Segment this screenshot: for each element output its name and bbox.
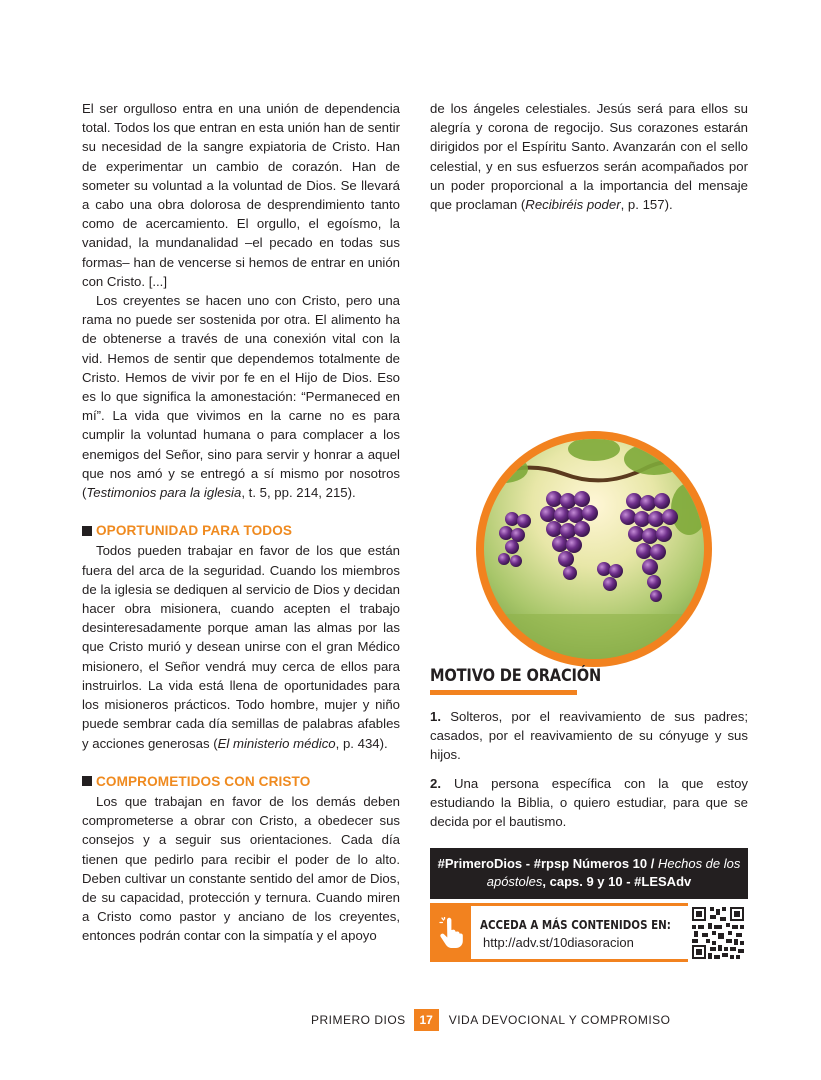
- citation-ref: , p. 434).: [335, 735, 388, 751]
- second-paragraph: [82, 291, 400, 502]
- square-bullet-icon: [82, 526, 92, 536]
- prayer-item: [430, 707, 748, 765]
- continuation-paragraph: [430, 99, 748, 214]
- prayer-item: [430, 774, 748, 832]
- footer-chapter-title: VIDA DEVOCIONAL Y COMPROMISO: [448, 1013, 671, 1027]
- prayer-title-underline: [430, 690, 577, 695]
- section2-paragraph: Los que trabajan en favor de los demás deben comprometerse a obrar con Cristo, a obedecer sus consejos y a seguir sus orientaciones. Cada día tienen que pedirlo para recibir el poder de lo alto. Deben cultivar un constante sentido del amor de Dios, de su capacidad, protección y ternura. Cuando miren a Cristo como pastor y anciano de los creyentes, entonces podrán contar con la simpatía y el apoyo: [82, 793, 400, 944]
- footer-book-title: PRIMERO DIOS: [311, 1013, 406, 1027]
- prayer-item-number: 1.: [430, 709, 441, 724]
- access-url-link[interactable]: http://adv.st/10diasoracion: [483, 935, 634, 950]
- second-paragraph-text: Los creyentes se hacen uno con Cristo, pero una rama no puede ser sostenida por otra. El alimento ha de obtenerse a través de una conexión vital con la vid. Hemos de sentir que dependemos totalmente de Cristo. Hemos de vivir por fe en el Hijo de Dios. Eso es lo que significa la amonestación: “Permaneced en mí”. La vida que vivimos en la carne no es para cumplir la voluntad humana o para complacer a los enemigos del Señor, sino para servir y honrar a aquel que nos amó y se entregó a sí mismo por nosotros (: [82, 293, 400, 501]
- hashtag-text-end: , caps. 9 y 10 - #LESAdv: [542, 874, 692, 889]
- citation-ref: , t. 5, pp. 214, 215).: [241, 485, 356, 501]
- prayer-item-number: 2.: [430, 775, 441, 791]
- page-footer: [311, 1009, 671, 1031]
- page-number: 17: [414, 1009, 439, 1031]
- section-heading-comprometidos: [82, 772, 400, 791]
- prayer-section-title: MOTIVO DE ORACIÓN: [430, 666, 602, 686]
- hashtag-text-start: #PrimeroDios - #rpsp Números 10 /: [437, 856, 658, 871]
- left-column: [82, 99, 400, 946]
- section1-paragraph: [82, 541, 400, 752]
- continuation-text: de los ángeles celestiales. Jesús será para ellos su alegría y corona de regocijo. Sus corazones estarán dirigidos por el Espíritu Santo. Avanzarán con el sello celestial, y en sus esfuerzos serán acompañados por un poder proporcional a la importancia del mensaje que proclaman (: [430, 101, 748, 213]
- prayer-item-text: Solteros, por el reavivamiento de sus padres; casados, por el reavivamiento de su cónyuge y sus hijos.: [430, 709, 748, 763]
- citation-ref: , p. 157).: [620, 197, 673, 213]
- right-column-continuation: [430, 99, 748, 214]
- access-title: ACCEDA A MÁS CONTENIDOS EN:: [480, 918, 671, 932]
- citation-title: Recibiréis poder: [525, 197, 621, 213]
- prayer-item-text: Una persona específica con la que estoy estudiando la Biblia, o quiero estudiar, para que se decida por el bautismo.: [430, 775, 748, 830]
- qr-code-icon[interactable]: [692, 907, 744, 959]
- hashtag-book-title-end: apóstoles: [486, 874, 543, 889]
- section1-text: Todos pueden trabajar en favor de los que están fuera del arca de la seguridad. Cuando los miembros de la iglesia se dediquen al servicio de Dios y decidan hacer obra misionera, cuando acepten el trabajo desinteresadamente porque aman las almas por las que Cristo murió y desean unirse con el gran Médico misionero, el Señor vendrá muy cerca de ellos para instruirlos. La vida está llena de oportunidades para los misioneros prácticos. Todo hombre, mujer y niño puede sembrar cada día semillas de palabras afables y acciones generosas (: [82, 543, 400, 751]
- section-heading-text: OPORTUNIDAD PARA TODOS: [96, 523, 293, 539]
- section-heading-text: COMPROMETIDOS CON CRISTO: [96, 773, 311, 789]
- square-bullet-icon: [82, 776, 92, 786]
- intro-paragraph: El ser orgulloso entra en una unión de dependencia total. Todos los que entran en esta unión han de sentir su necesidad de la sangre expiatoria de Cristo. Han de experimentar un cambio de corazón. Han de someter su voluntad a la voluntad de Dios. Se llevará a cabo una obra dolorosa de desprendimiento tanto como de acercamiento. El orgullo, el egoísmo, la vanidad, la mundanalidad –el pecado en todas sus formas– han de vencerse si hemos de entrar en unión con Cristo. [...]: [82, 101, 400, 289]
- access-content-link[interactable]: [430, 903, 688, 962]
- grape-vines-photo: [476, 431, 712, 667]
- hand-pointer-icon: [430, 906, 471, 959]
- prayer-list: [430, 707, 748, 840]
- hashtag-book-title: Hechos de los: [657, 856, 741, 871]
- citation-title: Testimonios para la iglesia: [86, 485, 242, 501]
- citation-title: El ministerio médico: [217, 735, 336, 751]
- hashtag-banner: [430, 848, 748, 899]
- section-heading-oportunidad: [82, 521, 400, 540]
